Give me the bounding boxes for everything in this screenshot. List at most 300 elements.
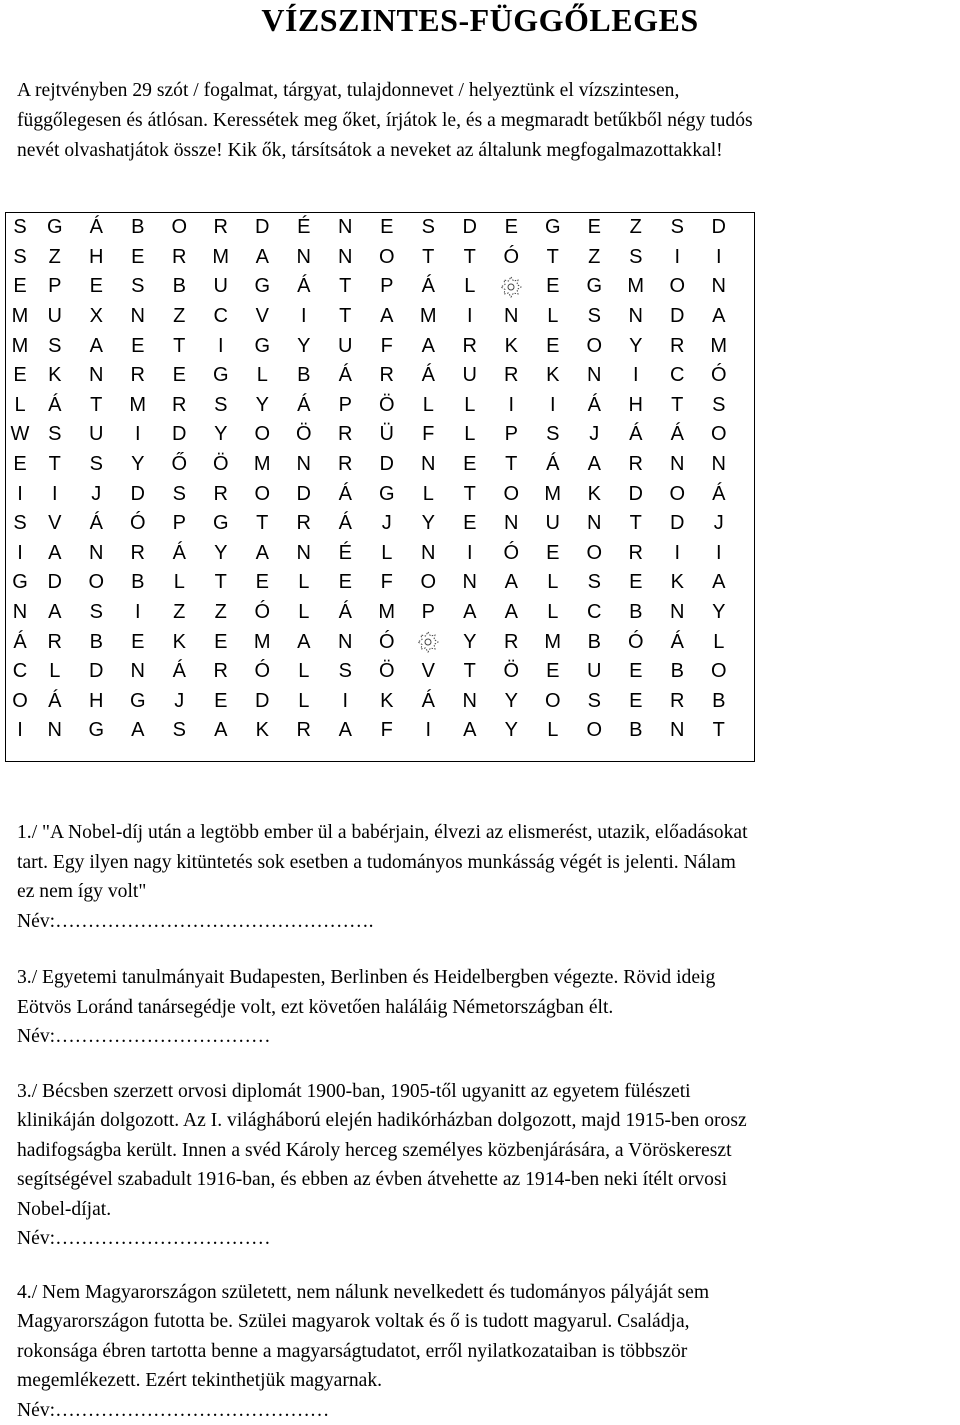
grid-cell: I (283, 302, 325, 332)
grid-cell: P (491, 420, 533, 450)
grid-cell: G (200, 509, 242, 539)
grid-cell: G (366, 479, 408, 509)
grid-cell: N (574, 361, 616, 391)
grid-cell: E (117, 627, 159, 657)
question-text (17, 818, 952, 907)
grid-cell: I (6, 479, 34, 509)
grid-row (6, 687, 740, 717)
grid-cell: Á (615, 420, 657, 450)
grid-cell: T (159, 331, 201, 361)
grid-cell: Á (159, 539, 201, 569)
grid-cell: Ö (200, 450, 242, 480)
grid-cell: P (366, 272, 408, 302)
grid-cell: G (76, 716, 118, 746)
grid-cell: B (76, 627, 118, 657)
grid-cell: S (159, 479, 201, 509)
grid-cell: Ö (366, 391, 408, 421)
grid-cell: U (76, 420, 118, 450)
grid-row (6, 331, 740, 361)
grid-cell: T (698, 716, 740, 746)
grid-cell: K (159, 627, 201, 657)
grid-cell: R (200, 213, 242, 243)
grid-cell: Ö (283, 420, 325, 450)
grid-cell: T (449, 657, 491, 687)
grid-cell: A (200, 716, 242, 746)
question-text (17, 1077, 952, 1225)
grid-cell: C (657, 361, 699, 391)
grid-cell: Á (325, 509, 367, 539)
grid-cell: Z (159, 302, 201, 332)
grid-cell: R (283, 716, 325, 746)
grid-cell: Ó (242, 657, 284, 687)
grid-row (6, 657, 740, 687)
grid-cell: I (657, 539, 699, 569)
grid-cell: G (6, 568, 34, 598)
question-line: segítségével szabadult 1916-ban, és ebben az évben átvehette az 1914-ben neki ítélt orvosi (17, 1165, 952, 1195)
grid-cell: D (366, 450, 408, 480)
grid-row (6, 420, 740, 450)
grid-cell: T (615, 509, 657, 539)
grid-cell: Y (491, 687, 533, 717)
grid-cell: P (408, 598, 450, 628)
grid-cell: M (532, 479, 574, 509)
grid-cell: L (449, 420, 491, 450)
grid-cell: E (532, 657, 574, 687)
grid-cell: Y (242, 391, 284, 421)
grid-cell: G (34, 213, 76, 243)
grid-cell: B (117, 213, 159, 243)
grid-cell: I (117, 420, 159, 450)
grid-cell: T (242, 509, 284, 539)
grid-cell: I (491, 391, 533, 421)
grid-cell: Á (6, 627, 34, 657)
grid-cell: R (615, 539, 657, 569)
grid-row (6, 568, 740, 598)
grid-cell: S (6, 243, 34, 273)
grid-row (6, 539, 740, 569)
grid-cell: E (532, 331, 574, 361)
grid-cell: D (657, 509, 699, 539)
grid-row (6, 598, 740, 628)
grid-cell: B (698, 687, 740, 717)
grid-cell: S (76, 450, 118, 480)
grid-cell: Á (283, 272, 325, 302)
grid-cell: O (159, 213, 201, 243)
grid-cell: I (6, 539, 34, 569)
grid-cell: R (615, 450, 657, 480)
grid-cell: R (491, 361, 533, 391)
question-line: Eötvös Loránd tanársegédje volt, ezt követően haláláig Németországban élt. (17, 993, 952, 1023)
grid-row (6, 272, 740, 302)
grid-cell: R (449, 331, 491, 361)
grid-row (6, 391, 740, 421)
grid-cell: E (6, 361, 34, 391)
grid-cell: L (283, 657, 325, 687)
grid-cell: U (325, 331, 367, 361)
grid-cell: A (449, 716, 491, 746)
flower-icon (491, 272, 533, 302)
grid-cell: M (117, 391, 159, 421)
grid-cell: K (366, 687, 408, 717)
grid-cell: S (574, 302, 616, 332)
grid-row (6, 627, 740, 657)
grid-cell: D (615, 479, 657, 509)
question-line: Nobel-díjat. (17, 1195, 952, 1225)
grid-row (6, 509, 740, 539)
grid-cell: É (325, 539, 367, 569)
grid-cell: T (491, 450, 533, 480)
grid-cell: E (6, 450, 34, 480)
grid-cell: T (34, 450, 76, 480)
question-line: Magyarországon futotta be. Szülei magyarok voltak és ő is tudott magyarul. Családja, (17, 1307, 952, 1337)
grid-cell: Ó (491, 243, 533, 273)
grid-cell: B (283, 361, 325, 391)
page-title: VÍZSZINTES-FÜGGŐLEGES (0, 2, 960, 39)
grid-cell: S (698, 391, 740, 421)
question-line: ez nem így volt" (17, 877, 952, 907)
grid-cell: N (408, 450, 450, 480)
grid-cell: O (366, 243, 408, 273)
grid-cell: D (242, 687, 284, 717)
grid-cell: X (76, 302, 118, 332)
grid-cell: P (34, 272, 76, 302)
flower-icon (408, 627, 450, 657)
grid-cell: U (200, 272, 242, 302)
grid-cell: W (6, 420, 34, 450)
grid-cell: Á (283, 391, 325, 421)
grid-cell: U (574, 657, 616, 687)
name-answer-line[interactable]: Név:…………………………… (17, 1224, 952, 1254)
grid-cell: L (408, 479, 450, 509)
grid-cell: N (34, 716, 76, 746)
grid-cell: I (698, 243, 740, 273)
question-2 (17, 963, 952, 1052)
grid-cell: R (159, 391, 201, 421)
grid-cell: T (76, 391, 118, 421)
grid-cell: S (574, 687, 616, 717)
question-line: megemlékezett. Ezért tekinthetjük magyarnak. (17, 1366, 952, 1396)
grid-cell: I (325, 687, 367, 717)
grid-cell: A (366, 302, 408, 332)
grid-cell: H (615, 391, 657, 421)
grid-cell: Á (34, 687, 76, 717)
grid-cell: L (449, 272, 491, 302)
grid-cell: O (242, 420, 284, 450)
name-answer-line[interactable]: Név:…………………………… (17, 1022, 952, 1052)
grid-cell: P (159, 509, 201, 539)
grid-cell: B (615, 716, 657, 746)
grid-row (6, 302, 740, 332)
grid-cell: O (574, 331, 616, 361)
intro-line: nevét olvashatjátok össze! Kik ők, társítsátok a neveket az általunk megfogalmazottakkal! (17, 136, 947, 166)
question-4 (17, 1278, 952, 1425)
grid-cell: M (242, 627, 284, 657)
grid-cell: N (615, 302, 657, 332)
grid-cell: T (449, 243, 491, 273)
grid-cell: Á (325, 361, 367, 391)
grid-cell: E (117, 331, 159, 361)
grid-cell: D (242, 213, 284, 243)
grid-cell: O (242, 479, 284, 509)
grid-cell: R (117, 539, 159, 569)
grid-cell: L (449, 391, 491, 421)
grid-cell: Z (574, 243, 616, 273)
grid-cell: Y (200, 420, 242, 450)
grid-cell: U (34, 302, 76, 332)
question-line: 4./ Nem Magyarországon született, nem nálunk nevelkedett és tudományos pályáját sem (17, 1278, 952, 1308)
grid-cell: A (408, 331, 450, 361)
grid-cell: E (6, 272, 34, 302)
grid-cell: Y (408, 509, 450, 539)
grid-cell: F (366, 331, 408, 361)
grid-cell: O (657, 479, 699, 509)
grid-cell: K (657, 568, 699, 598)
grid-cell: Á (76, 213, 118, 243)
grid-cell: E (532, 539, 574, 569)
grid-cell: M (6, 331, 34, 361)
grid-row (6, 213, 740, 243)
grid-cell: V (242, 302, 284, 332)
grid-cell: E (491, 213, 533, 243)
grid-cell: Á (657, 627, 699, 657)
grid-cell: A (117, 716, 159, 746)
grid-cell: Ü (366, 420, 408, 450)
grid-cell: V (408, 657, 450, 687)
grid-cell: S (408, 213, 450, 243)
grid-cell: K (491, 331, 533, 361)
grid-cell: L (283, 568, 325, 598)
grid-cell: O (76, 568, 118, 598)
grid-cell: L (6, 391, 34, 421)
grid-cell: N (698, 272, 740, 302)
grid-cell: Á (532, 450, 574, 480)
grid-cell: N (657, 598, 699, 628)
grid-cell: Á (159, 657, 201, 687)
grid-cell: R (657, 687, 699, 717)
grid-cell: O (491, 479, 533, 509)
grid-cell: A (325, 716, 367, 746)
grid-cell: Ó (366, 627, 408, 657)
question-line: 1./ "A Nobel-díj után a legtöbb ember ül a babérjain, élvezi az elismerést, utazik, előadásokat (17, 818, 952, 848)
grid-cell: J (574, 420, 616, 450)
letter-table (6, 213, 740, 746)
grid-cell: D (283, 479, 325, 509)
grid-cell: S (76, 598, 118, 628)
grid-cell: N (76, 539, 118, 569)
grid-cell: B (615, 598, 657, 628)
grid-cell: L (242, 361, 284, 391)
grid-cell: E (325, 568, 367, 598)
grid-cell: A (76, 331, 118, 361)
grid-cell: G (532, 213, 574, 243)
grid-cell: L (366, 539, 408, 569)
grid-cell: N (325, 243, 367, 273)
grid-cell: D (117, 479, 159, 509)
grid-cell: E (615, 657, 657, 687)
grid-cell: A (242, 539, 284, 569)
grid-row (6, 243, 740, 273)
grid-cell: L (532, 568, 574, 598)
grid-cell: S (325, 657, 367, 687)
question-1 (17, 818, 952, 936)
grid-cell: P (325, 391, 367, 421)
grid-cell: L (283, 598, 325, 628)
grid-cell: N (491, 302, 533, 332)
grid-cell: O (532, 687, 574, 717)
grid-cell: A (34, 539, 76, 569)
grid-row (6, 479, 740, 509)
grid-cell: E (159, 361, 201, 391)
grid-cell: Á (76, 509, 118, 539)
grid-cell: U (449, 361, 491, 391)
grid-cell: S (34, 331, 76, 361)
grid-cell: A (283, 627, 325, 657)
grid-cell: U (532, 509, 574, 539)
grid-cell: T (200, 568, 242, 598)
grid-cell: Z (159, 598, 201, 628)
grid-cell: N (698, 450, 740, 480)
grid-cell: Á (574, 391, 616, 421)
grid-cell: N (449, 568, 491, 598)
question-text (17, 1278, 952, 1396)
grid-cell: T (325, 272, 367, 302)
grid-cell: K (532, 361, 574, 391)
grid-cell: Á (325, 598, 367, 628)
grid-cell: Á (408, 687, 450, 717)
grid-cell: E (532, 272, 574, 302)
grid-cell: N (76, 361, 118, 391)
grid-row (6, 361, 740, 391)
grid-cell: D (34, 568, 76, 598)
grid-cell: M (615, 272, 657, 302)
grid-cell: M (408, 302, 450, 332)
grid-cell: T (532, 243, 574, 273)
grid-cell: B (117, 568, 159, 598)
grid-cell: J (159, 687, 201, 717)
question-line: hadifogságba került. Innen a svéd Károly herceg személyes közbenjárására, a Vöröskereszt (17, 1136, 952, 1166)
grid-cell: H (76, 243, 118, 273)
grid-cell: I (117, 598, 159, 628)
grid-cell: S (6, 213, 34, 243)
grid-cell: Y (117, 450, 159, 480)
questions-section (17, 818, 952, 1425)
grid-cell: F (366, 716, 408, 746)
grid-cell: I (615, 361, 657, 391)
grid-cell: R (34, 627, 76, 657)
grid-cell: S (34, 420, 76, 450)
grid-cell: A (34, 598, 76, 628)
grid-cell: L (532, 716, 574, 746)
grid-cell: D (449, 213, 491, 243)
grid-cell: Y (698, 598, 740, 628)
grid-cell: L (283, 687, 325, 717)
grid-cell: L (532, 302, 574, 332)
grid-cell: M (532, 627, 574, 657)
grid-cell: J (698, 509, 740, 539)
grid-cell: O (408, 568, 450, 598)
grid-cell: C (200, 302, 242, 332)
grid-cell: N (325, 213, 367, 243)
grid-cell: L (408, 391, 450, 421)
grid-cell: D (657, 302, 699, 332)
grid-cell: Y (449, 627, 491, 657)
grid-cell: E (242, 568, 284, 598)
grid-cell: A (574, 450, 616, 480)
grid-cell: S (615, 243, 657, 273)
grid-cell: T (657, 391, 699, 421)
question-text (17, 963, 952, 1022)
name-answer-line[interactable]: Név:…………………………………………. (17, 907, 952, 937)
grid-cell: T (449, 479, 491, 509)
grid-cell: E (366, 213, 408, 243)
grid-cell: Á (657, 420, 699, 450)
grid-cell: Á (408, 361, 450, 391)
grid-cell: M (6, 302, 34, 332)
grid-row (6, 450, 740, 480)
grid-cell: E (117, 243, 159, 273)
grid-cell: E (449, 509, 491, 539)
grid-cell: I (200, 331, 242, 361)
grid-cell: O (6, 687, 34, 717)
grid-cell: C (574, 598, 616, 628)
grid-cell: R (200, 479, 242, 509)
grid-cell: Y (615, 331, 657, 361)
grid-cell: R (283, 509, 325, 539)
grid-cell: G (117, 687, 159, 717)
grid-cell: O (574, 716, 616, 746)
grid-cell: N (491, 509, 533, 539)
grid-cell: G (242, 331, 284, 361)
question-3 (17, 1077, 952, 1254)
grid-cell: V (34, 509, 76, 539)
grid-cell: B (657, 657, 699, 687)
grid-cell: D (159, 420, 201, 450)
grid-cell: R (159, 243, 201, 273)
grid-cell: N (283, 539, 325, 569)
grid-cell: S (200, 391, 242, 421)
grid-cell: Z (34, 243, 76, 273)
grid-cell: R (325, 420, 367, 450)
grid-cell: Á (698, 479, 740, 509)
grid-cell: A (242, 243, 284, 273)
grid-cell: S (574, 568, 616, 598)
grid-cell: S (532, 420, 574, 450)
grid-cell: N (574, 509, 616, 539)
grid-cell: I (449, 302, 491, 332)
grid-cell: I (532, 391, 574, 421)
grid-cell: J (366, 509, 408, 539)
grid-cell: N (657, 450, 699, 480)
grid-cell: Y (491, 716, 533, 746)
grid-cell: O (657, 272, 699, 302)
grid-cell: E (449, 450, 491, 480)
grid-cell: N (283, 450, 325, 480)
name-answer-line[interactable]: Név:…………………………………… (17, 1396, 952, 1425)
grid-cell: N (117, 657, 159, 687)
grid-cell: I (6, 716, 34, 746)
grid-cell: I (449, 539, 491, 569)
grid-cell: E (76, 272, 118, 302)
grid-cell: Ö (491, 657, 533, 687)
question-line: 3./ Bécsben szerzett orvosi diplomát 1900-ban, 1905-től ugyanitt az egyetem fülészeti (17, 1077, 952, 1107)
grid-cell: N (117, 302, 159, 332)
grid-cell: Y (200, 539, 242, 569)
grid-cell: R (491, 627, 533, 657)
grid-cell: R (366, 361, 408, 391)
grid-cell: E (615, 687, 657, 717)
grid-cell: A (698, 568, 740, 598)
grid-cell: N (408, 539, 450, 569)
